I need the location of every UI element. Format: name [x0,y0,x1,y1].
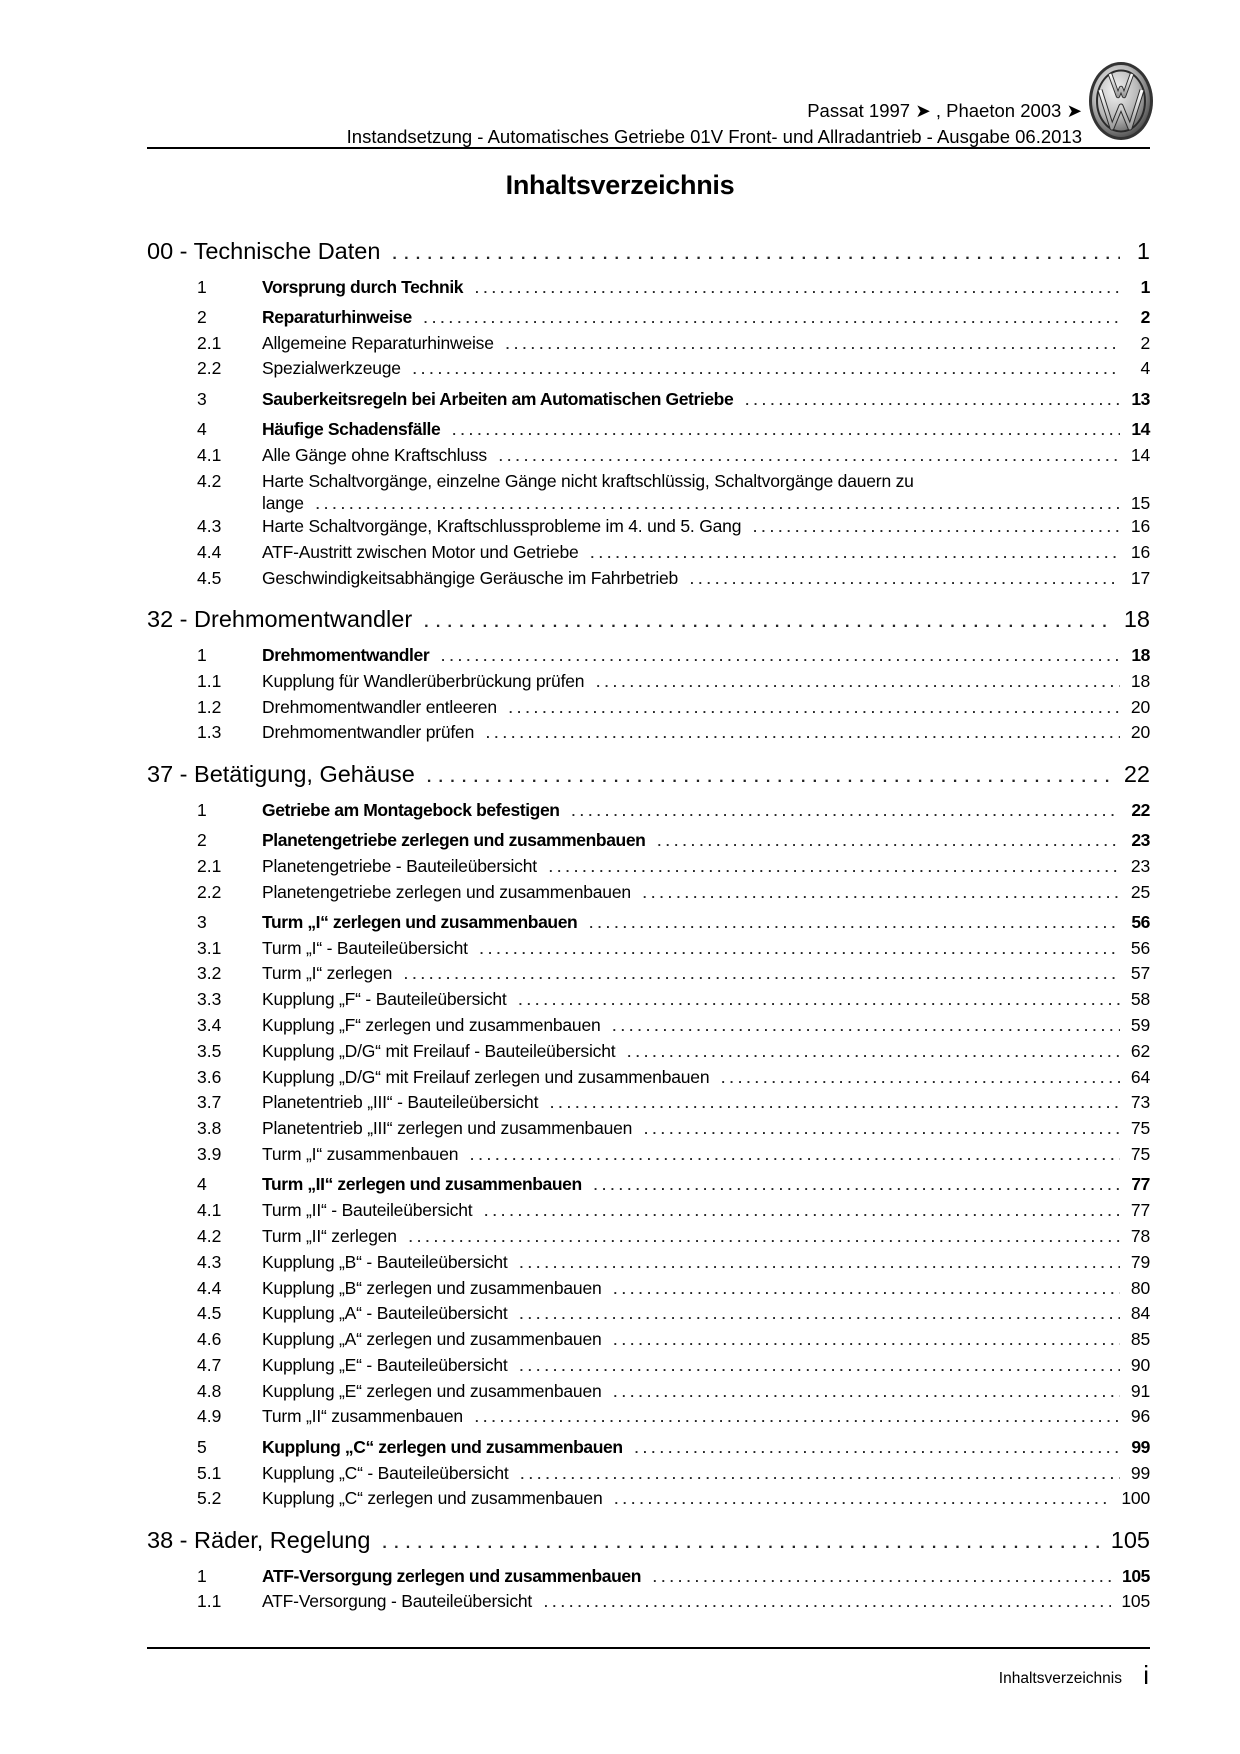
entry-number: 3.3 [197,989,222,1010]
toc-entry[interactable] [147,358,1150,384]
dot-leader [644,1118,1120,1139]
entry-page-number: 99 [1130,1462,1150,1483]
toc-entry[interactable] [147,1566,1150,1592]
entry-title: Getriebe am Montagebock befestigen [262,799,560,820]
entry-number: 4 [197,418,207,439]
entry-number: 4.2 [197,1225,222,1246]
toc-chapter[interactable] [147,1527,1150,1561]
toc-entry[interactable] [147,1303,1150,1329]
toc-entry[interactable] [147,938,1150,964]
footer-label: Inhaltsverzeichnis [998,1670,1122,1687]
entry-number: 4.2 [197,470,222,491]
entry-number: 4 [197,1174,207,1195]
entry-page-number: 78 [1130,1225,1150,1246]
entry-title: Planetengetriebe zerlegen und zusammenbauen [262,829,646,850]
dot-leader [427,761,1114,788]
vw-logo-icon [1088,60,1154,142]
toc-entry[interactable] [147,389,1150,415]
entry-number: 1.1 [197,670,222,691]
entry-title: Kupplung für Wandlerüberbrückung prüfen [262,670,585,691]
entry-title: Reparaturhinweise [262,306,412,327]
entry-page-number: 59 [1130,1015,1150,1036]
entry-number: 2.1 [197,332,222,353]
dot-leader [549,856,1120,877]
chapter-page-number: 105 [1110,1527,1150,1554]
entry-number: 2 [197,306,207,327]
entry-page-number: 57 [1130,963,1150,984]
entry-title: Kupplung „A“ - Bauteileübersicht [262,1303,508,1324]
toc-entry[interactable] [147,445,1150,471]
entry-title: Kupplung „E“ zerlegen und zusammenbauen [262,1380,602,1401]
chapter-page-number: 18 [1123,606,1150,633]
toc-entry[interactable] [147,800,1150,826]
entry-number: 2 [197,829,207,850]
entry-page-number: 90 [1130,1354,1150,1375]
chapter-title: 32 - Drehmomentwandler [147,606,413,633]
chapter-page-number: 1 [1136,238,1150,264]
entry-number: 2.2 [197,358,222,379]
dot-leader [316,493,1120,514]
entry-number: 1 [197,799,207,820]
entry-title: Kupplung „C“ - Bauteileübersicht [262,1462,509,1483]
dot-leader [753,516,1120,537]
entry-number: 1 [197,276,207,297]
toc-entry[interactable] [147,1200,1150,1226]
dot-leader [653,1566,1112,1587]
toc-entry[interactable] [147,1329,1150,1355]
entry-number: 3.9 [197,1144,222,1165]
dot-leader [589,912,1120,933]
chapter-title: 38 - Räder, Regelung [147,1527,371,1554]
entry-number: 1.3 [197,722,222,743]
entry-title: Kupplung „C“ zerlegen und zusammenbauen [262,1436,623,1457]
dot-leader [627,1041,1120,1062]
entry-page-number: 56 [1131,911,1150,932]
dot-leader [657,830,1120,851]
toc-entry[interactable] [147,1067,1150,1093]
toc-chapter[interactable] [147,238,1150,272]
dot-leader [424,307,1120,328]
dot-leader [404,963,1120,984]
entry-number: 3.6 [197,1066,222,1087]
entry-number: 4.5 [197,567,222,588]
entry-number: 4.4 [197,1277,222,1298]
dot-leader [614,1381,1120,1402]
entry-number: 3.1 [197,937,222,958]
entry-page-number: 105 [1121,1591,1150,1612]
dot-leader [520,1252,1120,1273]
toc-entry[interactable] [147,1174,1150,1200]
toc-entry[interactable] [147,1591,1150,1617]
entry-page-number: 2 [1140,306,1150,327]
toc-entry[interactable] [147,277,1150,303]
entry-page-number: 13 [1131,388,1150,409]
entry-number: 3 [197,388,207,409]
entry-title: Kupplung „A“ zerlegen und zusammenbauen [262,1329,602,1350]
toc-chapter[interactable] [147,606,1150,640]
entry-title: ATF-Versorgung - Bauteileübersicht [262,1591,533,1612]
dot-leader [509,697,1120,718]
entry-page-number: 75 [1130,1118,1150,1139]
entry-page-number: 77 [1130,1200,1150,1221]
entry-page-number: 23 [1130,855,1150,876]
footer-page-number: i [1143,1660,1149,1690]
entry-page-number: 73 [1130,1092,1150,1113]
entry-page-number: 18 [1131,644,1150,665]
entry-page-number: 1 [1140,276,1150,297]
entry-title: Kupplung „B“ - Bauteileübersicht [262,1251,508,1272]
entry-page-number: 84 [1130,1303,1150,1324]
entry-number: 4.4 [197,541,222,562]
entry-title: Turm „I“ zerlegen [262,963,393,984]
toc-entry[interactable] [147,1144,1150,1170]
entry-number: 4.3 [197,516,222,537]
entry-page-number: 18 [1130,670,1150,691]
dot-leader [550,1092,1120,1113]
toc-entry[interactable] [147,645,1150,671]
dot-leader [475,277,1120,298]
header-rule [147,147,1150,149]
entry-title: Drehmomentwandler entleeren [262,696,497,717]
dot-leader [519,989,1120,1010]
entry-title: Turm „I“ - Bauteileübersicht [262,937,468,958]
entry-title: Kupplung „F“ zerlegen und zusammenbauen [262,1015,601,1036]
entry-page-number: 14 [1130,444,1150,465]
toc-entry[interactable] [147,989,1150,1015]
dot-leader [635,1437,1120,1458]
entry-second-line [147,493,1150,516]
entry-page-number: 20 [1130,696,1150,717]
entry-page-number: 17 [1130,567,1150,588]
entry-page-number: 25 [1130,881,1150,902]
entry-number: 4.9 [197,1406,222,1427]
entry-page-number: 85 [1130,1329,1150,1350]
dot-leader [643,882,1120,903]
dot-leader [690,568,1120,589]
dot-leader [484,1200,1120,1221]
dot-leader [591,542,1120,563]
chapter-title: 00 - Technische Daten [147,238,381,264]
entry-title: Kupplung „D/G“ mit Freilauf zerlegen und zusammenbauen [262,1066,710,1087]
dot-leader [520,1303,1120,1324]
entry-number: 3.4 [197,1015,222,1036]
dot-leader [520,1355,1120,1376]
dot-leader [424,606,1114,633]
toc-entry[interactable] [147,1226,1150,1252]
entry-page-number: 14 [1131,418,1150,439]
entry-number: 2.2 [197,881,222,902]
entry-title: Geschwindigkeitsabhängige Geräusche im Fahrbetrieb [262,567,679,588]
entry-title: Alle Gänge ohne Kraftschluss [262,444,487,465]
chapter-page-number: 22 [1123,761,1150,788]
toc-entry[interactable] [147,1463,1150,1489]
toc-entry[interactable] [147,722,1150,748]
entry-title: Kupplung „D/G“ mit Freilauf - Bauteileübersicht [262,1040,616,1061]
entry-page-number: 2 [1140,332,1150,353]
entry-page-number: 16 [1130,516,1150,537]
entry-title: Turm „II“ - Bauteileübersicht [262,1200,473,1221]
entry-title: Häufige Schadensfälle [262,418,441,439]
entry-number: 4.3 [197,1251,222,1272]
entry-title: Drehmomentwandler [262,644,430,665]
entry-page-number: 56 [1130,937,1150,958]
dot-leader [413,358,1120,379]
entry-page-number: 80 [1130,1277,1150,1298]
page-title: Inhaltsverzeichnis [505,170,735,200]
entry-page-number: 62 [1130,1040,1150,1061]
dot-leader [572,800,1120,821]
entry-title: ATF-Austritt zwischen Motor und Getriebe [262,541,579,562]
entry-title: Planetentrieb „III“ zerlegen und zusammenbauen [262,1118,633,1139]
entry-page-number: 91 [1130,1380,1150,1401]
entry-number: 3.8 [197,1118,222,1139]
entry-title: ATF-Versorgung zerlegen und zusammenbauen [262,1565,642,1586]
entry-number: 5 [197,1436,207,1457]
toc-entry[interactable] [147,542,1150,568]
toc-entry[interactable] [147,1355,1150,1381]
dot-leader [382,1527,1100,1554]
toc-entry[interactable] [147,516,1150,542]
entry-title: Kupplung „C“ zerlegen und zusammenbauen [262,1488,603,1509]
table-of-contents [147,238,1150,1617]
entry-number: 4.1 [197,444,222,465]
entry-title: Harte Schaltvorgänge, einzelne Gänge nicht kraftschlüssig, Schaltvorgänge dauern zu [262,470,914,491]
dot-leader [470,1144,1120,1165]
entry-title: Planetentrieb „III“ - Bauteileübersicht [262,1092,539,1113]
toc-entry[interactable] [147,307,1150,333]
dot-leader [544,1591,1111,1612]
entry-number: 1 [197,644,207,665]
entry-page-number: 96 [1130,1406,1150,1427]
entry-title: Turm „II“ zerlegen und zusammenbauen [262,1174,582,1195]
toc-entry[interactable] [147,1041,1150,1067]
dot-leader [480,938,1120,959]
toc-entry[interactable] [147,1488,1150,1514]
entry-title-continued: lange [262,493,304,514]
entry-page-number: 20 [1130,722,1150,743]
dot-leader [441,645,1120,666]
dot-leader [499,445,1120,466]
dot-leader [721,1067,1120,1088]
entry-page-number: 79 [1130,1251,1150,1272]
entry-page-number: 15 [1130,493,1150,514]
dot-leader [452,419,1120,440]
entry-title: Sauberkeitsregeln bei Arbeiten am Automatischen Getriebe [262,388,734,409]
toc-entry[interactable] [147,1015,1150,1041]
entry-page-number: 64 [1130,1066,1150,1087]
dot-leader [506,333,1120,354]
dot-leader [614,1278,1120,1299]
entry-number: 4.1 [197,1200,222,1221]
dot-leader [745,389,1120,410]
toc-entry[interactable] [147,1118,1150,1144]
dot-leader [614,1488,1111,1509]
toc-chapter[interactable] [147,761,1150,795]
entry-number: 4.7 [197,1354,222,1375]
chapter-title: 37 - Betätigung, Gehäuse [147,761,415,788]
entry-page-number: 105 [1122,1565,1150,1586]
toc-entry[interactable] [147,419,1150,445]
dot-leader [409,1226,1120,1247]
toc-entry[interactable] [147,1437,1150,1463]
entry-number: 2.1 [197,855,222,876]
entry-title: Harte Schaltvorgänge, Kraftschlussprobleme im 4. und 5. Gang [262,516,742,537]
dot-leader [594,1174,1120,1195]
footer-rule [147,1647,1150,1649]
toc-entry[interactable] [147,1381,1150,1407]
entry-number: 1.1 [197,1591,222,1612]
entry-page-number: 23 [1131,829,1150,850]
entry-title: Allgemeine Reparaturhinweise [262,332,494,353]
header-models: Passat 1997 ➤ , Phaeton 2003 ➤ [807,100,1082,121]
entry-title: Kupplung „B“ zerlegen und zusammenbauen [262,1277,602,1298]
entry-number: 3.5 [197,1040,222,1061]
entry-number: 4.8 [197,1380,222,1401]
entry-title: Kupplung „F“ - Bauteileübersicht [262,989,507,1010]
toc-entry[interactable] [147,1278,1150,1304]
toc-entry[interactable] [147,333,1150,359]
toc-entry[interactable] [147,1092,1150,1118]
dot-leader [486,722,1120,743]
dot-leader [596,671,1120,692]
entry-title: Turm „II“ zerlegen [262,1225,397,1246]
entry-number: 1.2 [197,696,222,717]
dot-leader [521,1463,1120,1484]
entry-title: Vorsprung durch Technik [262,276,464,297]
entry-number: 5.1 [197,1462,222,1483]
header-subtitle: Instandsetzung - Automatisches Getriebe 01V Front- und Allradantrieb - Ausgabe 06.2013 [346,126,1082,147]
entry-title: Spezialwerkzeuge [262,358,401,379]
toc-entry[interactable] [147,912,1150,938]
entry-page-number: 16 [1130,541,1150,562]
toc-entry[interactable] [147,671,1150,697]
entry-page-number: 4 [1140,358,1150,379]
dot-leader [475,1406,1120,1427]
entry-number: 4.5 [197,1303,222,1324]
toc-entry[interactable] [147,471,1150,517]
toc-entry[interactable] [147,882,1150,908]
entry-number: 3 [197,911,207,932]
entry-title: Turm „I“ zusammenbauen [262,1144,459,1165]
entry-number: 5.2 [197,1488,222,1509]
entry-title: Kupplung „E“ - Bauteileübersicht [262,1354,508,1375]
toc-entry[interactable] [147,1406,1150,1432]
entry-number: 3.2 [197,963,222,984]
toc-entry[interactable] [147,830,1150,856]
dot-leader [392,238,1120,265]
dot-leader [614,1329,1120,1350]
entry-title: Drehmomentwandler prüfen [262,722,475,743]
entry-page-number: 58 [1130,989,1150,1010]
entry-first-line [147,471,914,494]
entry-page-number: 100 [1121,1488,1150,1509]
toc-entry[interactable] [147,568,1150,594]
toc-entry[interactable] [147,697,1150,723]
entry-title: Turm „I“ zerlegen und zusammenbauen [262,911,578,932]
entry-title: Planetengetriebe zerlegen und zusammenbauen [262,881,631,902]
entry-page-number: 77 [1131,1174,1150,1195]
dot-leader [613,1015,1120,1036]
entry-title: Planetengetriebe - Bauteileübersicht [262,855,537,876]
entry-page-number: 22 [1131,799,1150,820]
entry-number: 1 [197,1565,207,1586]
toc-entry[interactable] [147,1252,1150,1278]
entry-title: Turm „II“ zusammenbauen [262,1406,463,1427]
toc-entry[interactable] [147,963,1150,989]
entry-page-number: 99 [1131,1436,1150,1457]
entry-page-number: 75 [1130,1144,1150,1165]
toc-entry[interactable] [147,856,1150,882]
entry-number: 3.7 [197,1092,222,1113]
entry-number: 4.6 [197,1329,222,1350]
